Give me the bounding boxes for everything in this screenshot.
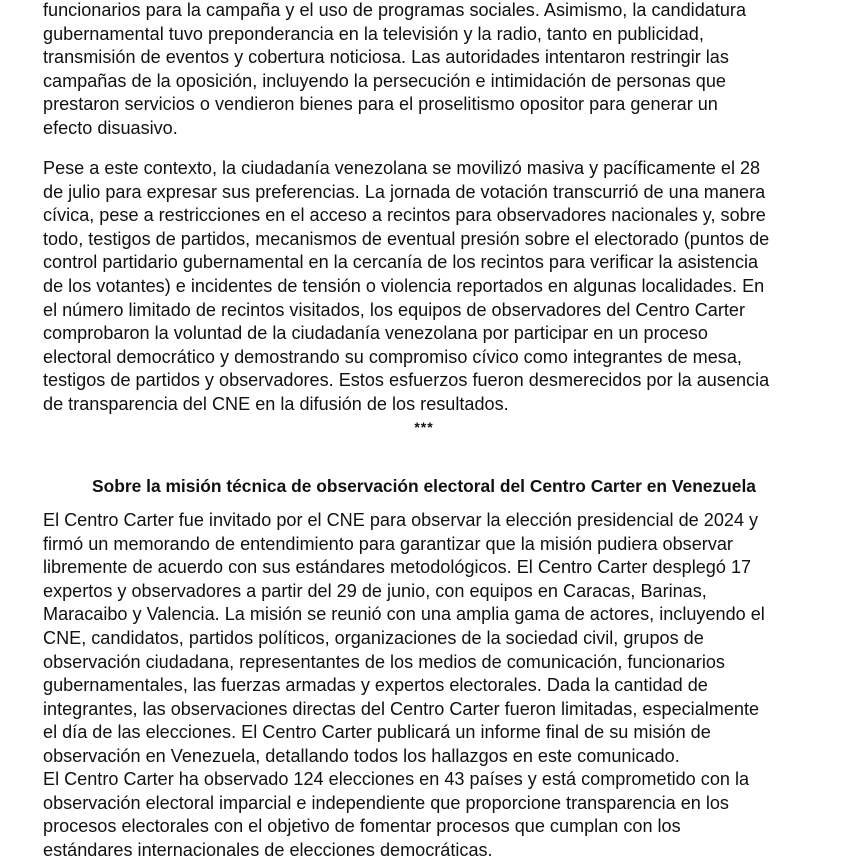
- text-line: testigos de partidos y observadores. Estos esfuerzos fueron desmerecidos por la ausencia: [43, 370, 770, 391]
- text-line: el día de las elecciones. El Centro Carter publicará un informe final de su misión de: [43, 722, 711, 743]
- text-line: efecto disuasivo.: [43, 117, 178, 138]
- text-line: El Centro Carter ha observado 124 elecciones en 43 países y está comprometido con la: [43, 769, 750, 789]
- section-heading: Sobre la misión técnica de observación electoral del Centro Carter en Venezuela: [92, 476, 756, 497]
- text-line: Pese a este contexto, la ciudadanía venezolana se movilizó masiva y pacíficamente el 28: [43, 158, 761, 178]
- text-line: de transparencia del CNE en la difusión de los resultados.: [43, 393, 509, 414]
- text-line: libremente de acuerdo con sus estándares metodológicos. El Centro Carter desplegó 17: [43, 557, 752, 578]
- text-line: Maracaibo y Valencia. La misión se reunió con una amplia gama de actores, incluyendo el: [43, 604, 765, 625]
- text-line: campañas de la oposición, incluyendo la persecución e intimidación de personas que: [43, 70, 726, 91]
- text-line: El Centro Carter fue invitado por el CNE para observar la elección presidencial de 2024 y: [43, 510, 759, 530]
- text-line: procesos electorales con el objetivo de fomentar procesos que cumplan con los: [43, 816, 681, 837]
- text-line: prestaron servicios o vendieron bienes para el proselitismo opositor para generar un: [43, 94, 718, 115]
- paragraph-mission-description: [43, 509, 765, 769]
- text-line: gubernamental tuvo preponderancia en la televisión y la radio, tanto en publicidad,: [43, 23, 704, 44]
- text-line: estándares internacionales de elecciones democráticas.: [43, 839, 493, 860]
- text-line: el número limitado de recintos visitados, los equipos de observadores del Centro Carter: [43, 299, 745, 320]
- text-line: expertos y observadores a partir del 29 de junio, con equipos en Caracas, Barinas,: [43, 580, 707, 601]
- text-line: firmó un memorando de entendimiento para garantizar que la misión pudiera observar: [43, 533, 733, 554]
- paragraph-campaign-conditions: [43, 0, 746, 141]
- text-line: observación en Venezuela, detallando todos los hallazgos en este comunicado.: [43, 745, 680, 766]
- text-line: funcionarios para la campaña y el uso de programas sociales. Asimismo, la candidatura: [43, 0, 747, 20]
- text-line: comprobaron la voluntad de la ciudadanía venezolana por participar en un proceso: [43, 323, 708, 344]
- text-line: integrantes, las observaciones directas del Centro Carter fueron limitadas, especialmente: [43, 698, 760, 719]
- paragraph-carter-center-commitment: [43, 768, 749, 862]
- text-line: CNE, candidatos, partidos políticos, organizaciones de la sociedad civil, grupos de: [43, 627, 704, 648]
- text-line: observación ciudadana, representantes de los medios de comunicación, funcionarios: [43, 651, 725, 672]
- text-line: observación electoral imparcial e independiente que proporcione transparencia en los: [43, 792, 729, 813]
- text-line: gubernamentales, las fuerzas armadas y expertos electorales. Dada la cantidad de: [43, 675, 708, 696]
- text-line: electoral democrático y demostrando su compromiso cívico como integrantes de mesa,: [43, 346, 742, 367]
- text-line: de los votantes) e incidentes de tensión o violencia reportados en algunas localidades. En: [43, 275, 765, 296]
- text-line: cívica, pese a restricciones en el acceso a recintos para observadores nacionales y, sobre: [43, 205, 766, 226]
- text-line: todo, testigos de partidos, mecanismos de eventual presión sobre el electorado (puntos de: [43, 228, 770, 249]
- text-line: control partidario gubernamental en la cercanía de los recintos para verificar la asistencia: [43, 252, 759, 273]
- section-separator: ***: [414, 419, 434, 435]
- text-line: de julio para expresar sus preferencias. La jornada de votación transcurrió de una manera: [43, 181, 766, 202]
- text-line: transmisión de eventos y cobertura noticiosa. Las autoridades intentaron restringir las: [43, 47, 729, 68]
- paragraph-election-day: [43, 157, 769, 417]
